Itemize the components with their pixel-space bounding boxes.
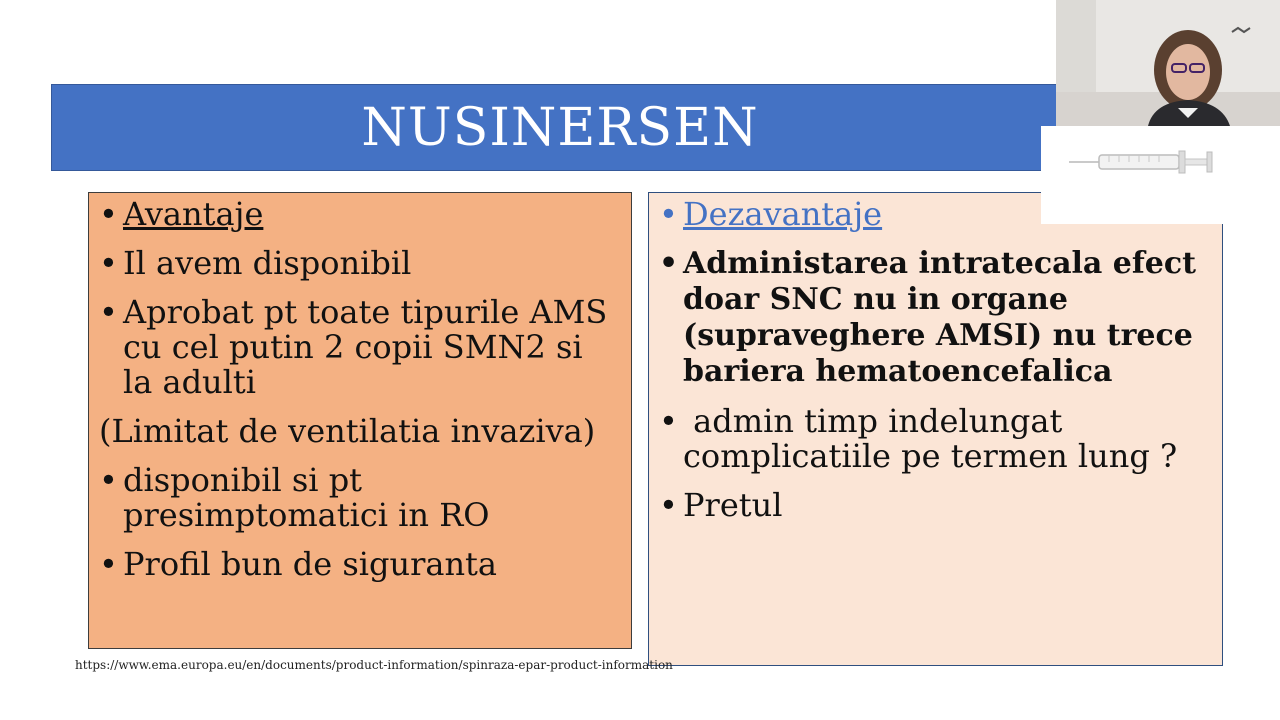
list-item <box>99 246 621 281</box>
bullet-icon: • <box>99 244 118 282</box>
bullet-icon: • <box>99 461 118 499</box>
bullet-icon: • <box>659 246 679 281</box>
ventilation-note: (Limitat de ventilatia invaziva) <box>99 412 596 450</box>
bullet-icon: • <box>99 545 118 583</box>
list-item <box>99 463 621 533</box>
bullet-icon: • <box>99 195 118 233</box>
list-item <box>99 295 621 400</box>
list-item-text: Administarea intratecala efect doar SNC nu in organe (supraveghere AMSI) nu trece bariera hematoencefalica <box>683 246 1197 389</box>
advantages-heading-item <box>99 197 621 232</box>
list-item-text: Pretul <box>683 486 783 524</box>
disadvantages-box <box>648 192 1223 666</box>
list-item-text: admin timp indelungat complicatiile pe termen lung ? <box>683 402 1178 475</box>
disadvantages-heading: Dezavantaje <box>683 195 883 233</box>
webcam-feed-image <box>1056 0 1280 126</box>
source-url[interactable]: https://www.ema.europa.eu/en/documents/product-information/spinraza-epar-product-information <box>75 658 673 672</box>
presenter-webcam <box>1056 0 1280 126</box>
overlay-patch <box>1041 126 1280 224</box>
syringe-icon <box>1069 142 1229 182</box>
advantages-heading: Avantaje <box>123 195 264 233</box>
slide-title: NUSINERSEN <box>361 97 759 158</box>
bullet-icon: • <box>99 293 118 331</box>
list-item-text: Aprobat pt toate tipurile AMS cu cel putin 2 copii SMN2 si la adulti <box>123 293 608 401</box>
bullet-icon: • <box>659 195 678 233</box>
list-item-text: Profil bun de siguranta <box>123 545 497 583</box>
bullet-icon: • <box>659 486 678 524</box>
advantages-box <box>88 192 632 649</box>
list-item <box>659 246 1212 390</box>
list-item-text: Il avem disponibil <box>123 244 412 282</box>
slide-title-bar <box>51 84 1069 171</box>
bullet-icon: • <box>659 402 678 440</box>
list-item <box>659 404 1212 474</box>
list-item <box>659 488 1212 523</box>
list-item-text: disponibil si pt presimptomatici in RO <box>123 461 490 534</box>
list-item <box>99 547 621 582</box>
